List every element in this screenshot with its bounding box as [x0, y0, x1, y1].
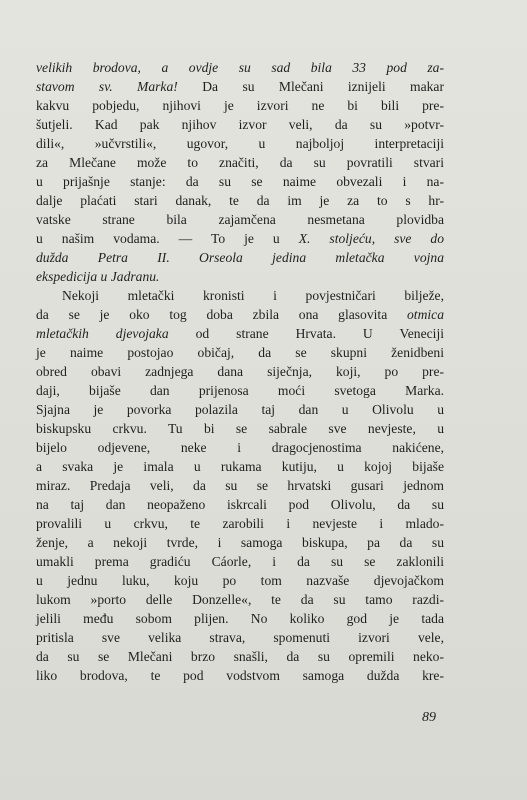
italic-text: otmica	[407, 307, 444, 322]
italic-text: mletačkih djevojaka	[36, 326, 169, 341]
text-line: dužda Petra II. Orseola jedina mletačka vojna	[36, 250, 444, 265]
text-line: ženje, a nekoji tvrde, i samoga biskupa, pa da su	[36, 535, 444, 550]
text-line: umakli prema gradiću Cáorle, i da su se zaklonili	[36, 554, 444, 569]
text-line: daji, bijaše dan prijenosa moći svetoga Marka.	[36, 383, 444, 398]
text-line: biskupsku crkvu. Tu bi se sabrale sve nevjeste, u	[36, 421, 444, 436]
text-line: da su se Mlečani brzo snašli, da su opremili neko-	[36, 649, 444, 664]
text-line: dili«, »učvrstili«, ugovor, u najboljoj interpretaciji	[36, 136, 444, 151]
text-line: obred obavi zadnjega dana siječnja, koji, po pre-	[36, 364, 444, 379]
text-line: liko brodova, te pod vodstvom samoga dužda kre-	[36, 668, 444, 683]
text-line: miraz. Predaja veli, da su se hrvatski gusari jednom	[36, 478, 444, 493]
body-text	[36, 58, 444, 685]
text-line: vatske strane bila zajamčena nesmetana plovidba	[36, 212, 444, 227]
text-line: lukom »porto delle Donzelle«, te da su tamo razdi-	[36, 592, 444, 607]
text-line: je naime postojao običaj, da se skupni ženidbeni	[36, 345, 444, 360]
text-line	[36, 229, 444, 248]
text-line	[36, 324, 444, 343]
italic-text: stavom sv. Marka!	[36, 79, 178, 94]
text-line: kakvu pobjedu, njihovi je izvori ne bi bili pre-	[36, 98, 444, 113]
text-line	[36, 77, 444, 96]
text-line: Sjajna je povorka polazila taj dan u Olivolu u	[36, 402, 444, 417]
text-line: ekspedicija u Jadranu.	[36, 269, 160, 284]
text-line	[36, 305, 444, 324]
text-span: Da su Mlečani iznijeli makar	[177, 79, 444, 94]
text-line: bijelo odjevene, neke i dragocjenostima nakićene,	[36, 440, 444, 455]
text-line: dalje plaćati stari danak, te da im je za to s hr-	[36, 193, 444, 208]
italic-text: X. stoljeću, sve do	[298, 231, 445, 246]
text-line: za Mlečane može to značiti, da su povratili stvari	[36, 155, 444, 170]
text-line: pritisla sve velika strava, spomenuti izvori vele,	[36, 630, 444, 645]
text-line: Nekoji mletački kronisti i povjestničari bilježe,	[62, 288, 444, 303]
text-line: a svaka je imala u rukama kutiju, u kojoj bijaše	[36, 459, 444, 474]
text-span: od strane Hrvata. U Veneciji	[168, 326, 444, 341]
text-line: na taj dan neopaženo iskrcali pod Olivolu, da su	[36, 497, 444, 512]
text-line: u jednu luku, koju po tom nazvaše djevojačkom	[36, 573, 444, 588]
text-span: u našim vodama. — To je u	[36, 231, 299, 246]
text-line: u prijašnje stanje: da su se naime obvezali i na-	[36, 174, 444, 189]
page-number: 89	[422, 710, 436, 725]
text-line: provalili u crkvu, te zarobili i nevjeste i mlado-	[36, 516, 444, 531]
text-span: da se je oko tog doba zbila ona glasovita	[36, 307, 388, 322]
text-line: velikih brodova, a ovdje su sad bila 33 pod za-	[36, 60, 444, 75]
text-line: jelili među sobom plijen. No koliko god je tada	[36, 611, 444, 626]
text-line: šutjeli. Kad pak njihov izvor veli, da su »potvr-	[36, 117, 444, 132]
